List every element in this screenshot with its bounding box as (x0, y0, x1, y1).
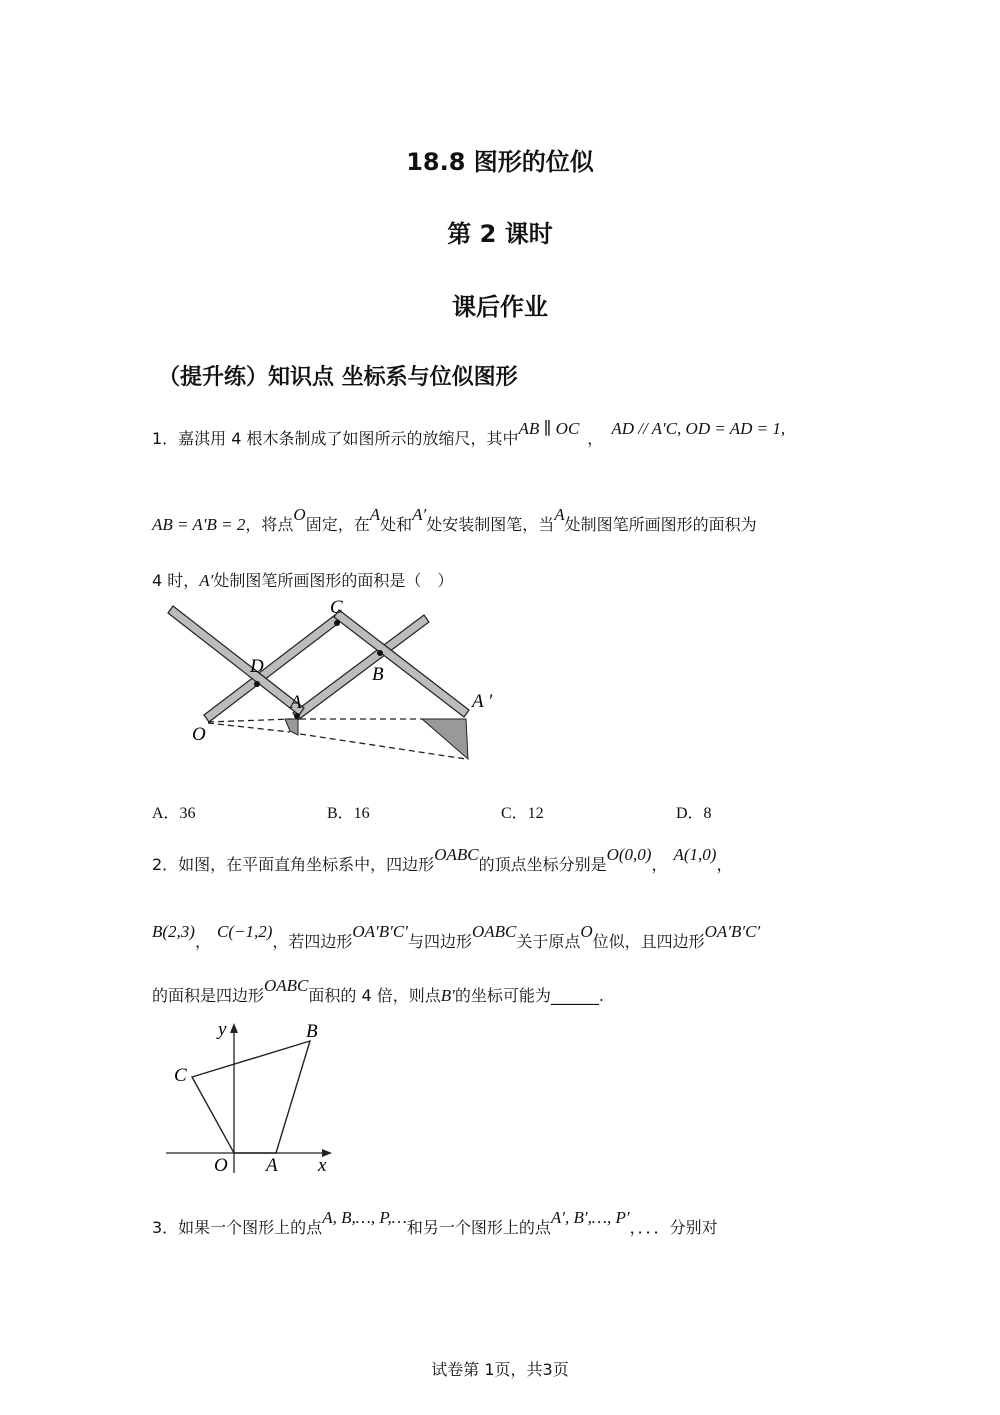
q2-line-2 (152, 922, 761, 952)
q1-option-d[interactable]: D．8 (676, 805, 712, 822)
label-o: O (192, 724, 206, 745)
label-c: C (174, 1065, 187, 1086)
q2-math: OABC (471, 922, 517, 941)
q2-text: 的面积是四边形 (152, 986, 265, 1005)
q2-math: OABC (434, 845, 479, 864)
q2-math: C(−1,2) (216, 922, 273, 941)
q3-text: 和另一个图形上的点 (406, 1218, 551, 1237)
page-footer: 试卷第 1页，共3页 (431, 1360, 569, 1379)
doc-title: 18.8 图形的位似 (406, 148, 594, 176)
pivot-c (334, 620, 340, 626)
q2-text: 位似，且四边形 (592, 932, 705, 951)
q1-math: AB = A′B = 2 (152, 515, 246, 534)
label-a: A (290, 692, 302, 713)
q2-text: ， (716, 855, 733, 874)
q2-text: 与四边形 (407, 932, 472, 951)
q1-math: O (293, 505, 306, 524)
y-axis-arrow-icon (230, 1023, 238, 1033)
q1-math: AD // A′C, OD = AD = 1, (611, 419, 786, 438)
q2-math: OA′B′C′ (352, 922, 408, 941)
q1-text: 处安装制图笔，当 (426, 515, 555, 534)
q1-line-3 (152, 568, 453, 591)
q2-line-3 (152, 976, 604, 1006)
pivot-b (377, 650, 383, 656)
q2-text: 2．如图，在平面直角坐标系中，四边形 (152, 855, 435, 874)
label-y: y (218, 1019, 227, 1040)
q2-text: 关于原点 (516, 932, 581, 951)
lesson-title: 第 2 课时 (447, 220, 553, 248)
q2-text: ， (194, 932, 211, 951)
quadrilateral-oabc (192, 1041, 310, 1153)
q2-text: 的顶点坐标分别是 (478, 855, 607, 874)
label-d: D (250, 656, 264, 677)
q1-text: 4 时， (152, 571, 200, 590)
label-o: O (214, 1155, 228, 1176)
q3-math: A, B,…, P,… (322, 1208, 407, 1227)
q1-option-b[interactable]: B．16 (327, 805, 370, 822)
q2-math: OA′B′C′ (704, 922, 761, 941)
q1-text: ， (587, 429, 604, 448)
q1-text: 处制图笔所画图形的面积为 (564, 515, 757, 534)
q2-math: O (580, 922, 593, 941)
q1-line-2 (152, 505, 757, 535)
pivot-d (254, 681, 260, 687)
ray-o-a (208, 719, 292, 722)
q2-text: 面积的 4 倍，则点 (308, 986, 441, 1005)
strip-c-a-prime (334, 610, 469, 717)
homework-title: 课后作业 (452, 293, 548, 321)
q1-text: 1．嘉淇用 4 根木条制成了如图所示的放缩尺，其中 (152, 429, 519, 448)
q2-math: A(1,0) (673, 845, 717, 864)
label-b: B (372, 664, 384, 685)
q3-text: 3．如果一个图形上的点 (152, 1218, 323, 1237)
q1-pantograph-figure (150, 595, 510, 775)
label-b: B (306, 1021, 318, 1042)
q2-line-1 (152, 845, 733, 875)
label-a: A (266, 1155, 278, 1176)
q2-text: 的坐标可能为______. (454, 986, 604, 1005)
q3-line-1 (152, 1208, 718, 1238)
ray-o-lower-a (208, 723, 290, 732)
q1-option-a[interactable]: A．36 (152, 805, 196, 822)
q1-text: 处制图笔所画图形的面积是（ ） (213, 571, 454, 590)
q2-quadrilateral-figure (150, 1015, 350, 1180)
q2-math: B′ (440, 986, 455, 1005)
q2-text: ， (651, 855, 668, 874)
q1-text: 固定，在 (305, 515, 370, 534)
pivot-a (294, 713, 300, 719)
q1-math: A (554, 505, 565, 524)
strip-od-c (204, 615, 340, 722)
pen-holder-a (285, 719, 298, 735)
q1-text: 处和 (380, 515, 413, 534)
q2-math: O(0,0) (606, 845, 652, 864)
q2-math: B(2,3) (152, 922, 195, 941)
q1-math: A′ (412, 505, 427, 524)
label-x: x (318, 1155, 327, 1176)
q3-text: ，．．．分别对 (629, 1218, 718, 1237)
q1-text: ，将点 (245, 515, 294, 534)
q1-line-1 (152, 419, 786, 449)
q2-math: OABC (264, 976, 309, 995)
q1-math: A (369, 505, 381, 524)
section-heading: （提升练）知识点 坐标系与位似图形 (158, 365, 518, 390)
q1-option-c[interactable]: C．12 (501, 805, 544, 822)
q1-math: A′ (199, 571, 214, 590)
q2-text: ，若四边形 (272, 932, 353, 951)
q3-math: A′, B′,…, P′ (550, 1208, 630, 1227)
q1-math: AB ∥ OC (518, 419, 580, 438)
label-a-prime: A ′ (472, 691, 493, 712)
label-c: C (330, 597, 343, 618)
ray-o-lower-a-prime (300, 734, 466, 759)
